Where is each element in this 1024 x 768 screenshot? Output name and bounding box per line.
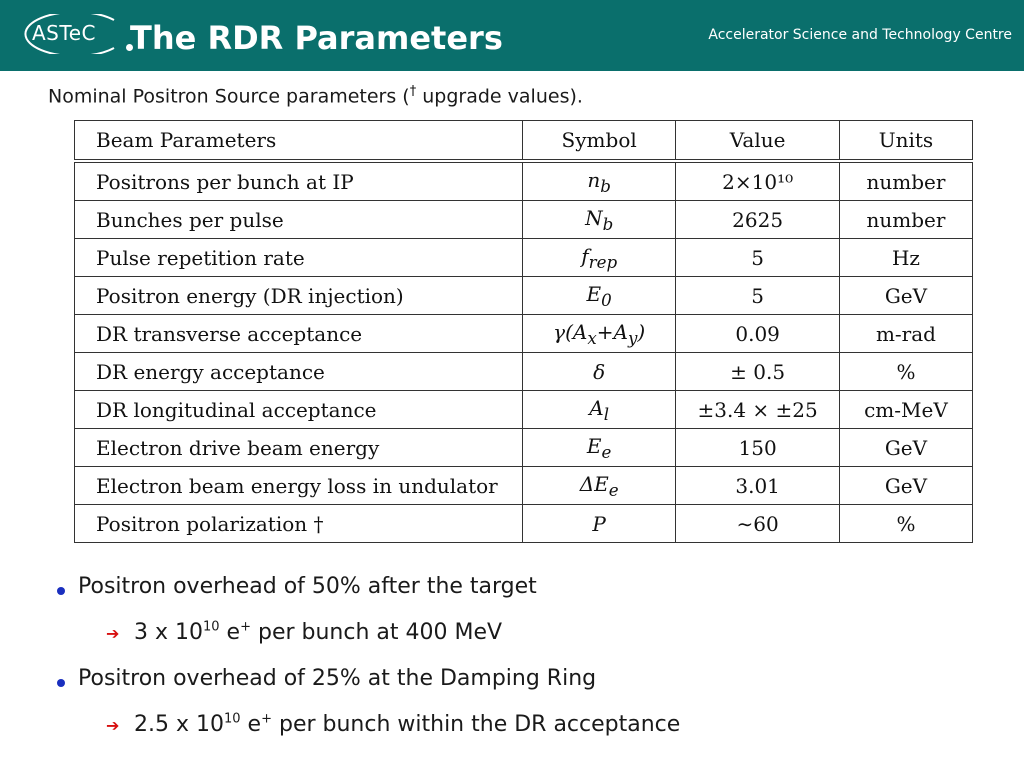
units-cell: m-rad xyxy=(839,315,972,353)
value-cell: 5 xyxy=(676,239,840,277)
table-row xyxy=(75,277,973,315)
units-cell: % xyxy=(839,505,972,543)
table-row xyxy=(75,201,973,239)
sub-bullet-item: 2.5 x $10^{10}$ e+ per bunch within the DR acceptance xyxy=(134,711,681,737)
units-cell: cm-MeV xyxy=(839,391,972,429)
param-cell: DR transverse acceptance xyxy=(75,315,523,353)
symbol-cell: $f_{rep}$ xyxy=(522,239,675,277)
table-row xyxy=(75,467,973,505)
units-cell: number xyxy=(839,161,972,201)
param-cell: Electron beam energy loss in undulator xyxy=(75,467,523,505)
param-cell: Positron energy (DR injection) xyxy=(75,277,523,315)
bullet-item: Positron overhead of 50% after the target xyxy=(78,574,537,599)
value-cell: 2×10¹⁰ xyxy=(676,161,840,201)
param-cell: Electron drive beam energy xyxy=(75,429,523,467)
slide-title: The RDR Parameters xyxy=(130,19,503,57)
table-row xyxy=(75,315,973,353)
red-arrow-icon: ➔ xyxy=(106,624,120,643)
table-row xyxy=(75,239,973,277)
value-cell: 150 xyxy=(676,429,840,467)
table-row xyxy=(75,391,973,429)
logo-text: ASTeC xyxy=(32,21,96,45)
value-cell: ± 0.5 xyxy=(676,353,840,391)
symbol-cell: $N_b$ xyxy=(522,201,675,239)
value-cell: 3.01 xyxy=(676,467,840,505)
value-cell: 5 xyxy=(676,277,840,315)
bullet-dot-icon xyxy=(57,587,65,595)
dagger-mark: † xyxy=(409,84,417,99)
astec-logo xyxy=(18,14,122,54)
bullet-item: Positron overhead of 25% at the Damping Ring xyxy=(78,666,597,691)
value-cell: 0.09 xyxy=(676,315,840,353)
table-caption xyxy=(48,84,583,107)
units-cell: GeV xyxy=(839,429,972,467)
organization-name: Accelerator Science and Technology Centre xyxy=(708,27,1012,43)
red-arrow-icon: ➔ xyxy=(106,716,120,735)
slide-header xyxy=(0,0,1024,71)
units-cell: GeV xyxy=(839,277,972,315)
bullet-dot-icon xyxy=(57,679,65,687)
param-cell: Positrons per bunch at IP xyxy=(75,161,523,201)
symbol-cell: $n_b$ xyxy=(522,161,675,201)
caption-suffix: upgrade values). xyxy=(416,85,583,108)
header-symbol: Symbol xyxy=(522,121,675,162)
param-cell: DR energy acceptance xyxy=(75,353,523,391)
param-cell: DR longitudinal acceptance xyxy=(75,391,523,429)
param-cell: Pulse repetition rate xyxy=(75,239,523,277)
header-value: Value xyxy=(676,121,840,162)
symbol-cell: $E_e$ xyxy=(522,429,675,467)
value-cell: 2625 xyxy=(676,201,840,239)
sub-bullet-item: 3 x $10^{10}$ e+ per bunch at 400 MeV xyxy=(134,619,503,645)
symbol-cell: $\gamma(A_x+A_y)$ xyxy=(522,315,675,353)
units-cell: number xyxy=(839,201,972,239)
header-units: Units xyxy=(839,121,972,162)
symbol-cell: P xyxy=(522,505,675,543)
header-beam-parameters: Beam Parameters xyxy=(75,121,523,162)
units-cell: % xyxy=(839,353,972,391)
symbol-cell: $E_0$ xyxy=(522,277,675,315)
table-row xyxy=(75,429,973,467)
table-row xyxy=(75,353,973,391)
symbol-cell: $A_l$ xyxy=(522,391,675,429)
units-cell: Hz xyxy=(839,239,972,277)
value-cell: ±3.4 × ±25 xyxy=(676,391,840,429)
table-header-row xyxy=(75,121,973,162)
units-cell: GeV xyxy=(839,467,972,505)
value-cell: ∼60 xyxy=(676,505,840,543)
symbol-cell: δ xyxy=(522,353,675,391)
parameters-table xyxy=(74,120,973,543)
param-cell: Bunches per pulse xyxy=(75,201,523,239)
table-row xyxy=(75,505,973,543)
symbol-cell: $\Delta E_e$ xyxy=(522,467,675,505)
caption-text: Nominal Positron Source parameters ( xyxy=(48,85,410,108)
param-cell: Positron polarization † xyxy=(75,505,523,543)
table-row xyxy=(75,161,973,201)
